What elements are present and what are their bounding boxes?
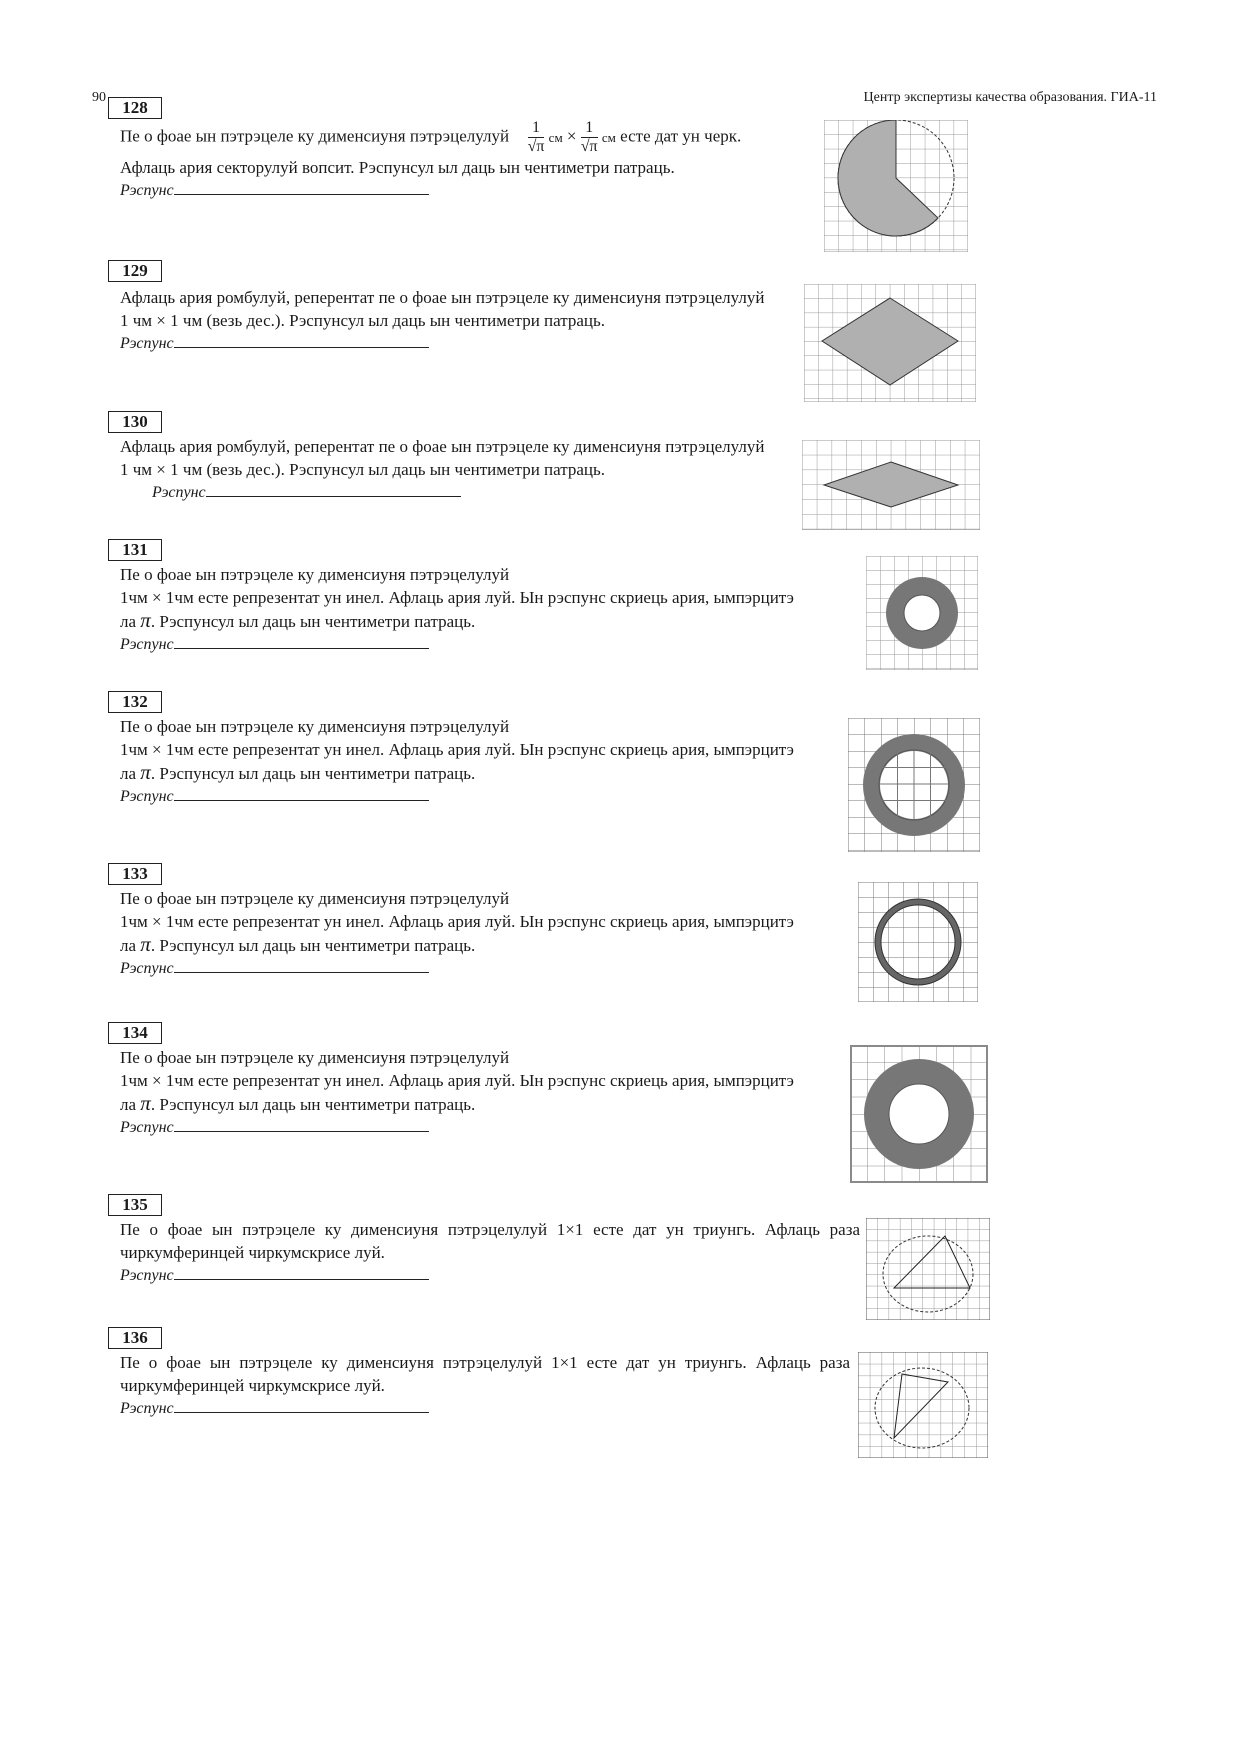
task-number: 135 (108, 1194, 162, 1216)
figure-132-ring (848, 718, 980, 852)
pi-symbol: π (140, 1091, 151, 1115)
figure-129-rhombus (804, 284, 976, 402)
fraction: $\frac{1}{√\pi}$ (580, 119, 598, 155)
task-text-end: есте дат ун черк. (620, 126, 742, 146)
task-text: . Рэспунсул ыл даць ын чентиметри патраць. (150, 1095, 476, 1114)
pi-symbol: π (140, 608, 151, 632)
task-text: 1чм × 1чм есте репрезентат ун инел. Афлаць ария луй. Ын рэспунс скриець ария, ымпэрцитэ (120, 912, 794, 931)
figure-131-ring (866, 556, 978, 670)
task-text: Пе о фоае ын пэтрэцеле ку дименсиуня пэтрэцелулуй (120, 889, 510, 908)
figure-133-ring (858, 882, 978, 1002)
task-text: ла (120, 936, 137, 955)
task-number: 130 (108, 411, 162, 433)
figure-130-rhombus (802, 440, 980, 530)
task-text: ла (120, 1095, 137, 1114)
task-number: 129 (108, 260, 162, 282)
figure-128-sector (824, 120, 968, 252)
task-text: Пе о фоае ын пэтрэцеле ку дименсиуня пэтрэцелулуй 1×1 есте дат ун триунгь. Афлаць раза (120, 1353, 850, 1372)
task-text: Пе о фоае ын пэтрэцеле ку дименсиуня пэтрэцелулуй 1×1 есте дат ун триунгь. Афлаць раза (120, 1220, 860, 1239)
pi-symbol: π (140, 932, 151, 956)
fraction: $\frac{1}{√\pi}$ (527, 119, 545, 155)
task-number: 128 (108, 97, 162, 119)
task-text: . Рэспунсул ыл даць ын чентиметри патраць. (150, 936, 476, 955)
task-text: Пе о фоае ын пэтрэцеле ку дименсиуня пэтрэцелулуй (120, 126, 510, 146)
answer-field[interactable]: Рэспунс (120, 785, 794, 808)
figure-134-ring (850, 1045, 988, 1183)
task-text: Пе о фоае ын пэтрэцеле ку дименсиуня пэтрэцелулуй (120, 565, 510, 584)
times-sign: × (566, 126, 577, 146)
answer-field[interactable]: Рэспунс (120, 633, 794, 656)
task-text: . Рэспунсул ыл даць ын чентиметри патраць. (150, 612, 476, 631)
task-number: 132 (108, 691, 162, 713)
unit-label: см (548, 130, 563, 145)
answer-field[interactable]: Рэспунс (120, 481, 764, 504)
task-text: Пе о фоае ын пэтрэцеле ку дименсиуня пэтрэцелулуй (120, 717, 510, 736)
unit-label: см (601, 130, 616, 145)
task-text: . Рэспунсул ыл даць ын чентиметри патраць. (150, 764, 476, 783)
task-text: 1 чм × 1 чм (везь дес.). Рэспунсул ыл даць ын чентиметри патраць. (120, 311, 606, 330)
task-text: 1 чм × 1 чм (везь дес.). Рэспунсул ыл даць ын чентиметри патраць. (120, 460, 606, 479)
task-number: 133 (108, 863, 162, 885)
task-text: Пе о фоае ын пэтрэцеле ку дименсиуня пэтрэцелулуй (120, 1048, 510, 1067)
task-text: чиркумферинцей чиркумскрисе луй. (120, 1243, 385, 1262)
figure-136-triangle-circle (858, 1352, 988, 1458)
page-header: Центр экспертизы качества образования. ГИА-11 (863, 90, 1157, 105)
task-number: 131 (108, 539, 162, 561)
answer-field[interactable]: Рэспунс (120, 1397, 850, 1420)
task-text: 1чм × 1чм есте репрезентат ун инел. Афлаць ария луй. Ын рэспунс скриець ария, ымпэрцитэ (120, 740, 794, 759)
pi-symbol: π (140, 760, 151, 784)
answer-field[interactable]: Рэспунс (120, 1264, 860, 1287)
answer-field[interactable]: Рэспунс (120, 179, 820, 202)
answer-field[interactable]: Рэспунс (120, 332, 764, 355)
task-text: 1чм × 1чм есте репрезентат ун инел. Афлаць ария луй. Ын рэспунс скриець ария, ымпэрцитэ (120, 1071, 794, 1090)
task-text: ла (120, 612, 137, 631)
task-text: Афлаць ария ромбулуй, реперентат пе о фоае ын пэтрэцеле ку дименсиуня пэтрэцелулуй (120, 437, 765, 456)
page-number: 90 (92, 90, 106, 105)
task-text: ла (120, 764, 137, 783)
task-text: чиркумферинцей чиркумскрисе луй. (120, 1376, 385, 1395)
figure-135-triangle-circle (866, 1218, 990, 1320)
task-text: Афлаць ария ромбулуй, реперентат пе о фоае ын пэтрэцеле ку дименсиуня пэтрэцелулуй (120, 288, 765, 307)
task-number: 136 (108, 1327, 162, 1349)
answer-field[interactable]: Рэспунс (120, 1116, 794, 1139)
task-text: Афлаць ария секторулуй вопсит. Рэспунсул ыл даць ын чентиметри патраць. (120, 158, 675, 177)
task-number: 134 (108, 1022, 162, 1044)
answer-field[interactable]: Рэспунс (120, 957, 794, 980)
task-text: 1чм × 1чм есте репрезентат ун инел. Афлаць ария луй. Ын рэспунс скриець ария, ымпэрцитэ (120, 588, 794, 607)
